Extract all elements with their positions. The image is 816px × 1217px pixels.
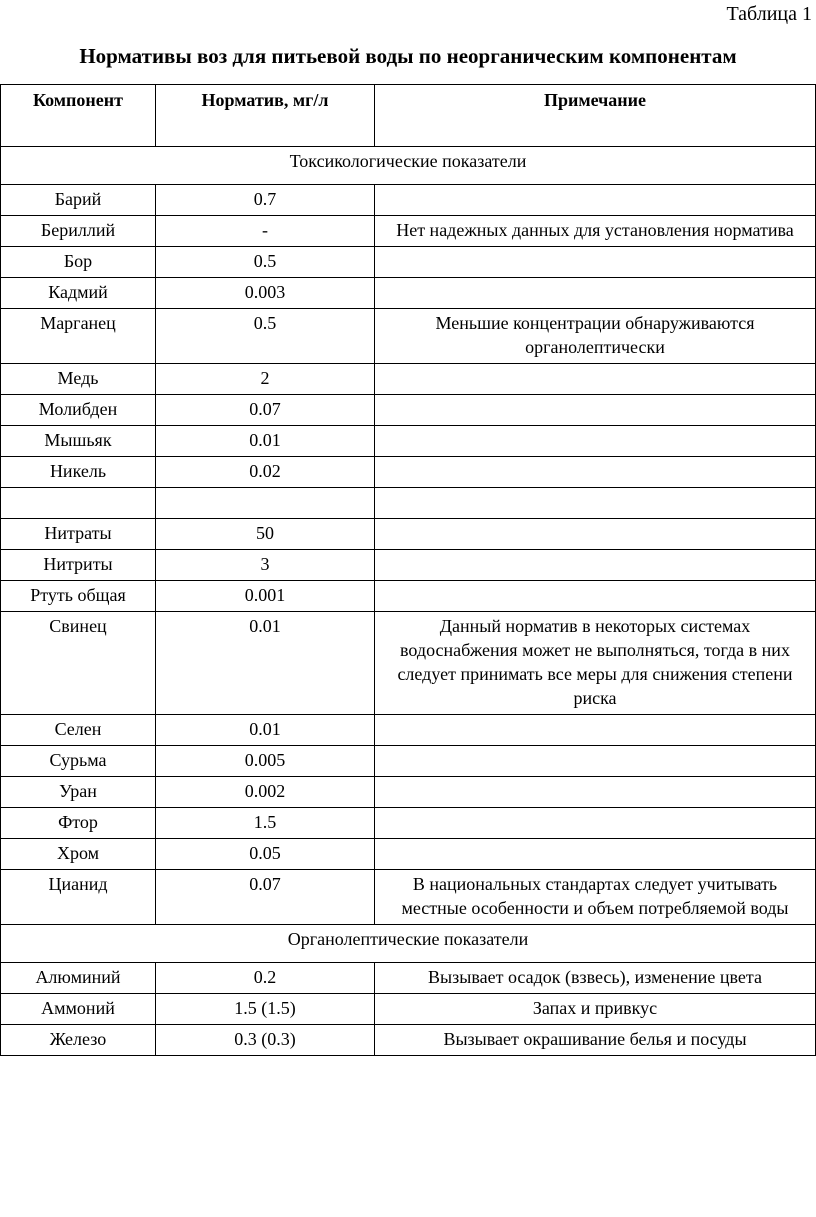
norm-cell: 3: [156, 550, 375, 581]
component-cell: Свинец: [1, 612, 156, 715]
table-row: [1, 247, 816, 278]
norm-cell: 0.3 (0.3): [156, 1025, 375, 1056]
table-row: [1, 715, 816, 746]
note-cell: [375, 488, 816, 519]
table-row: [1, 426, 816, 457]
section-row: [1, 925, 816, 963]
norm-cell: 1.5 (1.5): [156, 994, 375, 1025]
table-row: [1, 994, 816, 1025]
component-cell: Сурьма: [1, 746, 156, 777]
table-row: [1, 870, 816, 925]
norm-cell: 0.001: [156, 581, 375, 612]
norm-cell: 1.5: [156, 808, 375, 839]
component-cell: Ртуть общая: [1, 581, 156, 612]
component-cell: Мышьяк: [1, 426, 156, 457]
table-row: [1, 746, 816, 777]
component-cell: Уран: [1, 777, 156, 808]
component-cell: Кадмий: [1, 278, 156, 309]
note-cell: [375, 519, 816, 550]
note-cell: В национальных стандартах следует учитывать местные особенности и объем потребляемой воды: [375, 870, 816, 925]
norm-cell: 0.5: [156, 309, 375, 364]
norm-cell: 0.002: [156, 777, 375, 808]
table-row: [1, 612, 816, 715]
table-row: [1, 519, 816, 550]
note-cell: Запах и привкус: [375, 994, 816, 1025]
table-row: [1, 581, 816, 612]
note-cell: [375, 550, 816, 581]
component-cell: Бор: [1, 247, 156, 278]
note-cell: [375, 715, 816, 746]
table-row: [1, 488, 816, 519]
table-label: Таблица 1: [726, 3, 812, 25]
header-norm: Норматив, мг/л: [156, 85, 375, 147]
note-cell: [375, 278, 816, 309]
note-cell: [375, 839, 816, 870]
norm-cell: 0.003: [156, 278, 375, 309]
table-row: [1, 839, 816, 870]
norm-cell: 0.07: [156, 395, 375, 426]
table-row: [1, 777, 816, 808]
component-cell: Цианид: [1, 870, 156, 925]
norm-cell: 0.7: [156, 185, 375, 216]
component-cell: Марганец: [1, 309, 156, 364]
norm-cell: 2: [156, 364, 375, 395]
section-title: Токсикологические показатели: [1, 147, 816, 185]
table-row: [1, 550, 816, 581]
table-row: [1, 808, 816, 839]
norms-table: [0, 84, 816, 1056]
note-cell: [375, 746, 816, 777]
table-row: [1, 216, 816, 247]
component-cell: Селен: [1, 715, 156, 746]
norm-cell: -: [156, 216, 375, 247]
note-cell: Данный норматив в некоторых системах водоснабжения может не выполняться, тогда в них следует принимать все меры для снижения степени риска: [375, 612, 816, 715]
norm-cell: 0.5: [156, 247, 375, 278]
component-cell: Железо: [1, 1025, 156, 1056]
component-cell: Фтор: [1, 808, 156, 839]
table-body: [1, 147, 816, 1056]
table-row: [1, 457, 816, 488]
section-row: [1, 147, 816, 185]
norm-cell: 50: [156, 519, 375, 550]
component-cell: Хром: [1, 839, 156, 870]
note-cell: Вызывает окрашивание белья и посуды: [375, 1025, 816, 1056]
note-cell: [375, 364, 816, 395]
norm-cell: 0.01: [156, 426, 375, 457]
note-cell: Меньшие концентрации обнаруживаются органолептически: [375, 309, 816, 364]
note-cell: [375, 426, 816, 457]
norm-cell: 0.2: [156, 963, 375, 994]
component-cell: Барий: [1, 185, 156, 216]
norm-cell: 0.02: [156, 457, 375, 488]
component-cell: Нитриты: [1, 550, 156, 581]
table-row: [1, 395, 816, 426]
table-row: [1, 278, 816, 309]
note-cell: Вызывает осадок (взвесь), изменение цвета: [375, 963, 816, 994]
component-cell: [1, 488, 156, 519]
norm-cell: 0.01: [156, 612, 375, 715]
document-title: Нормативы воз для питьевой воды по неорганическим компонентам: [79, 44, 737, 68]
component-cell: Алюминий: [1, 963, 156, 994]
component-cell: Бериллий: [1, 216, 156, 247]
component-cell: Молибден: [1, 395, 156, 426]
table-row: [1, 185, 816, 216]
header-component: Компонент: [1, 85, 156, 147]
note-cell: Нет надежных данных для установления норматива: [375, 216, 816, 247]
table-row: [1, 1025, 816, 1056]
norm-cell: [156, 488, 375, 519]
component-cell: Аммоний: [1, 994, 156, 1025]
component-cell: Никель: [1, 457, 156, 488]
norm-cell: 0.01: [156, 715, 375, 746]
section-title: Органолептические показатели: [1, 925, 816, 963]
header-row: [1, 85, 816, 147]
note-cell: [375, 457, 816, 488]
note-cell: [375, 247, 816, 278]
table-row: [1, 963, 816, 994]
note-cell: [375, 581, 816, 612]
table-row: [1, 364, 816, 395]
note-cell: [375, 395, 816, 426]
norm-cell: 0.005: [156, 746, 375, 777]
note-cell: [375, 185, 816, 216]
note-cell: [375, 808, 816, 839]
norm-cell: 0.05: [156, 839, 375, 870]
note-cell: [375, 777, 816, 808]
component-cell: Медь: [1, 364, 156, 395]
table-row: [1, 309, 816, 364]
component-cell: Нитраты: [1, 519, 156, 550]
header-note: Примечание: [375, 85, 816, 147]
norm-cell: 0.07: [156, 870, 375, 925]
